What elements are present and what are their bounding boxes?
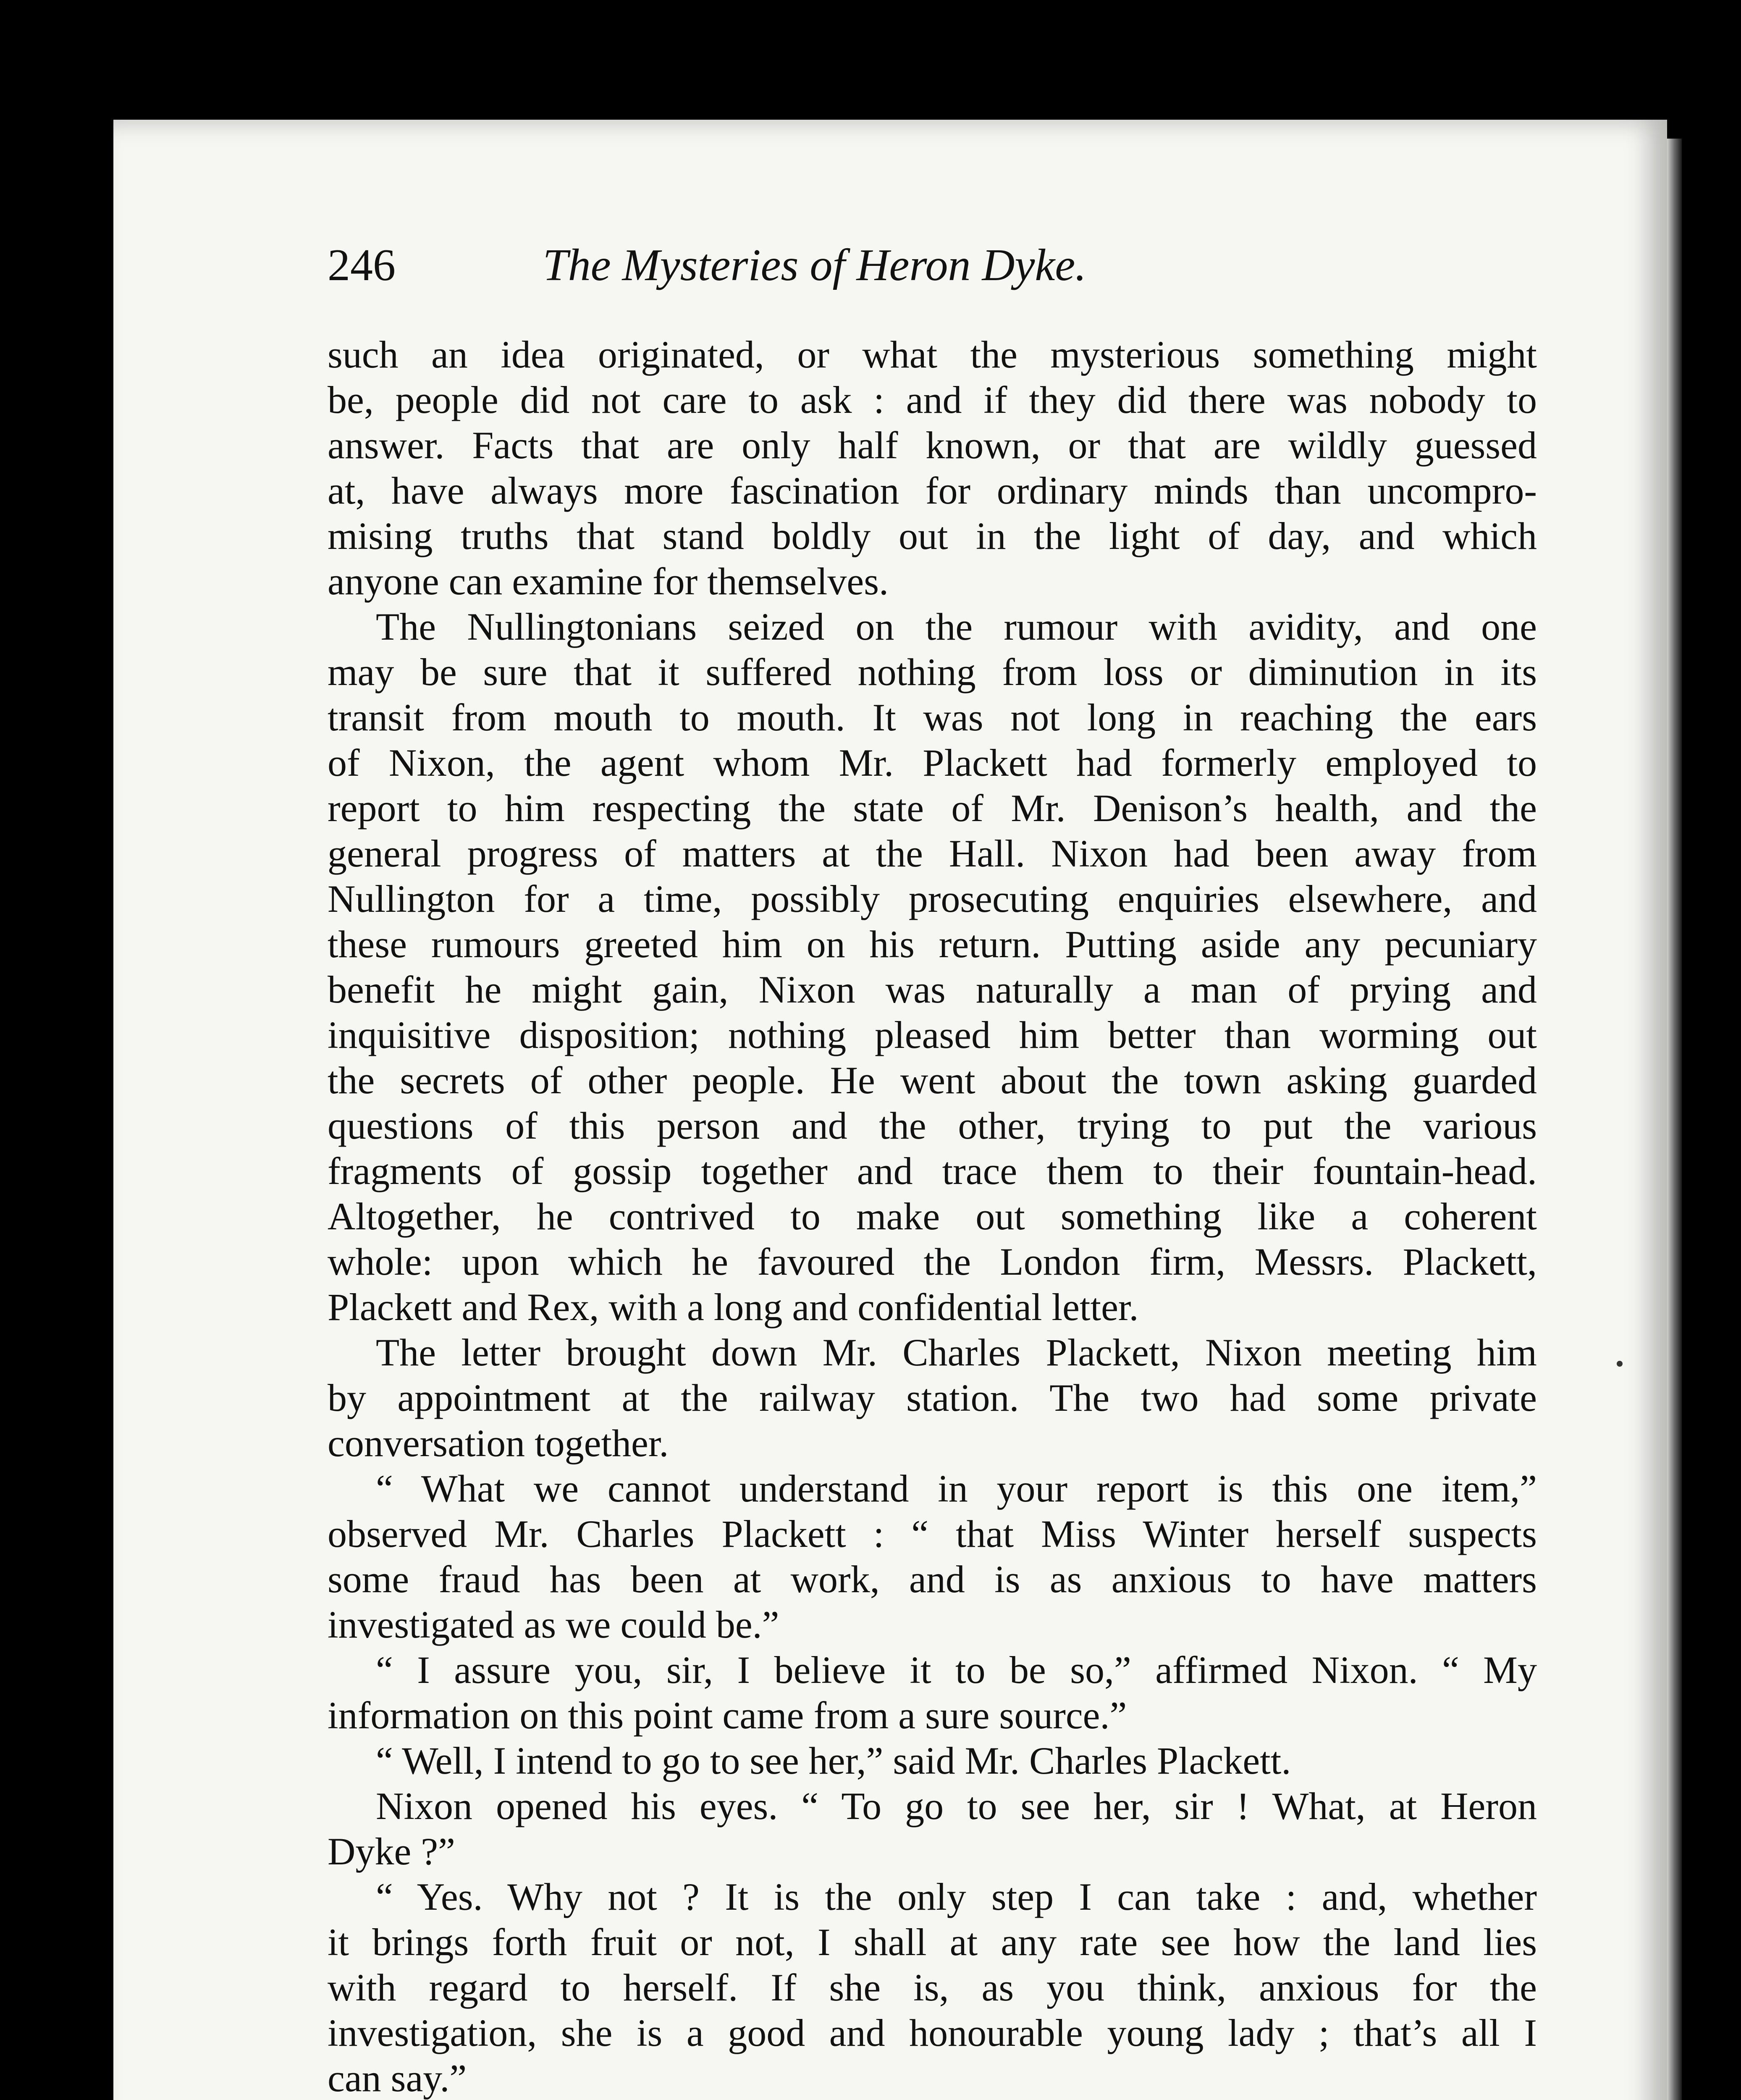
text-line: with regard to herself. If she is, as you think, anxious for the [328, 1966, 1537, 2009]
text-line: it brings forth fruit or not, I shall at any rate see how the land lies [328, 1921, 1537, 1964]
text-line: anyone can examine for themselves. [328, 560, 889, 603]
text-line: benefit he might gain, Nixon was naturally a man of prying and [328, 968, 1537, 1011]
text-line: investigated as we could be.” [328, 1603, 779, 1646]
text-line: “ What we cannot understand in your report is this one item,” [376, 1467, 1537, 1510]
text-line: general progress of matters at the Hall. Nixon had been away from [328, 832, 1537, 875]
text-line: at, have always more fascination for ordinary minds than uncompro- [328, 469, 1537, 512]
text-line: whole: upon which he favoured the London firm, Messrs. Plackett, [328, 1240, 1537, 1283]
text-line: these rumours greeted him on his return. Putting aside any pecuniary [328, 923, 1537, 966]
text-line: be, people did not care to ask : and if they did there was nobody to [328, 378, 1537, 421]
page-number: 246 [328, 240, 396, 290]
page-right-edge [1667, 139, 1682, 2100]
text-line: report to him respecting the state of Mr. Denison’s health, and the [328, 787, 1537, 830]
text-line: by appointment at the railway station. The two had some private [328, 1376, 1537, 1419]
text-line: Nixon opened his eyes. “ To go to see her, sir ! What, at Heron [376, 1785, 1537, 1827]
text-line: of Nixon, the agent whom Mr. Plackett had formerly employed to [328, 741, 1537, 784]
text-line: such an idea originated, or what the mysterious something might [328, 333, 1537, 376]
running-title: The Mysteries of Heron Dyke. [543, 240, 1087, 290]
text-line: mising truths that stand boldly out in the light of day, and which [328, 514, 1537, 557]
text-line: “ Yes. Why not ? It is the only step I can take : and, whether [376, 1875, 1537, 1918]
text-line: Altogether, he contrived to make out something like a coherent [328, 1195, 1537, 1238]
text-line: questions of this person and the other, trying to put the various [328, 1104, 1537, 1147]
text-line: Plackett and Rex, with a long and confidential letter. [328, 1286, 1139, 1328]
text-line: fragments of gossip together and trace them to their fountain-head. [328, 1150, 1537, 1192]
text-line: The Nullingtonians seized on the rumour with avidity, and one [376, 605, 1537, 648]
text-line: The letter brought down Mr. Charles Plackett, Nixon meeting him [376, 1331, 1537, 1374]
text-line: conversation together. [328, 1422, 669, 1465]
text-line: “ I assure you, sir, I believe it to be so,” affirmed Nixon. “ My [376, 1648, 1537, 1691]
text-line: some fraud has been at work, and is as anxious to have matters [328, 1558, 1537, 1601]
text-line: “ Well, I intend to go to see her,” said Mr. Charles Plackett. [376, 1739, 1291, 1782]
text-line: inquisitive disposition; nothing pleased him better than worming out [328, 1013, 1537, 1056]
body-text [328, 332, 1537, 2100]
text-line: answer. Facts that are only half known, or that are wildly guessed [328, 424, 1537, 467]
text-line: may be sure that it suffered nothing from loss or diminution in its [328, 651, 1537, 693]
text-line: can say.” [328, 2057, 467, 2100]
text-line: observed Mr. Charles Plackett : “ that Miss Winter herself suspects [328, 1512, 1537, 1555]
text-line: investigation, she is a good and honourable young lady ; that’s all I [328, 2011, 1537, 2054]
text-line: Nullington for a time, possibly prosecuting enquiries elsewhere, and [328, 877, 1537, 920]
text-line: information on this point came from a sure source.” [328, 1694, 1127, 1737]
text-line: the secrets of other people. He went about the town asking guarded [328, 1059, 1537, 1102]
print-speck [1617, 1361, 1623, 1367]
page-header [328, 239, 1235, 298]
text-line: transit from mouth to mouth. It was not long in reaching the ears [328, 696, 1537, 739]
text-line: Dyke ?” [328, 1830, 455, 1873]
